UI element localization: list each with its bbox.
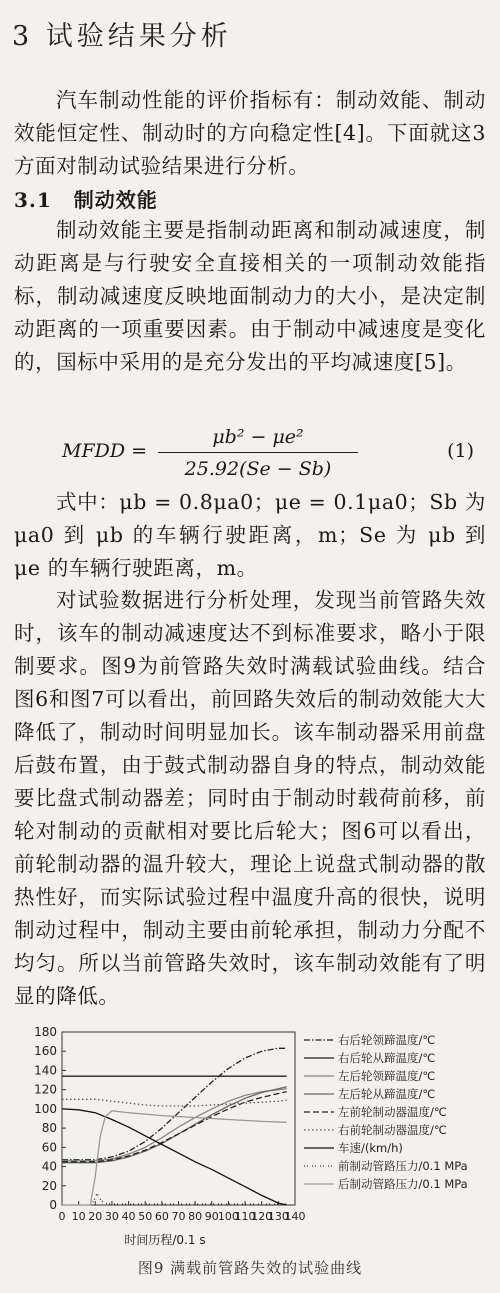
paragraph-where: 式中：μb = 0.8μa0；μe = 0.1μa0；Sb 为 μa0 到 μb 的车辆行驶距离，m；Se 为 μb 到 μe 的车辆行驶距离，m。 [14, 490, 486, 580]
x-tick-label: 130 [267, 1210, 289, 1223]
x-tick-label: 100 [217, 1210, 239, 1223]
x-axis-label: 时间历程/0.1 s [124, 1233, 206, 1247]
x-tick-label: 60 [154, 1210, 169, 1223]
formula-denominator: 25.92(Se − Sb) [184, 458, 332, 480]
paragraph-intro: 汽车制动性能的评价指标有：制动效能、制动效能恒定性、制动时的方向稳定性[4]。下面就这3方面对制动试验结果进行分析。 [14, 88, 486, 178]
paragraph-analysis: 对试验数据进行分析处理，发现当前管路失效时，该车的制动减速度达不到标准要求，略小于限制要求。图9为前管路失效时满载试验曲线。结合图6和图7可以看出，前回路失效后的制动效能大大降低了，制动时间明显加长。该车制动器采用前盘后鼓布置，由于鼓式制动器自身的特点，制动效能要比盘式制动器差；同时由于制动时载荷前移，前轮对制动的贡献相对要比后轮大；图6可以看出，前轮制动器的温升较大，理论上说盘式制动器的散热性好，而实际试验过程中温度升高的很快，说明制动过程中，制动主要由前轮承担，制动力分配不均匀。所以当前管路失效时，该车制动效能有了明显的降低。 [14, 588, 486, 1008]
subsection-heading [14, 184, 158, 213]
y-tick-label: 100 [34, 1101, 57, 1116]
x-tick-label: 20 [88, 1210, 103, 1223]
formula-numerator: μb² − μe² [212, 426, 304, 448]
y-tick-label: 60 [41, 1140, 57, 1155]
formula-fraction [158, 424, 358, 483]
subsection-title: 制动效能 [73, 188, 158, 212]
series-line-7 [62, 1109, 287, 1205]
paragraph-braking-efficiency: 制动效能主要是指制动距离和制动减速度，制动距离是与行驶安全直接相关的一项制动效能指标，制动减速度反映地面制动力的大小，是决定制动距离的一项重要因素。由于制动中减速度是变化的，国标中采用的是充分发出的平均减速度[5]。 [14, 218, 486, 374]
formula-mfdd [62, 424, 482, 484]
figure-9 [0, 1020, 500, 1250]
legend-label-8: 前制动管路压力/0.1 MPa [338, 1159, 468, 1173]
x-tick-label: 110 [234, 1210, 256, 1223]
y-tick-label: 80 [41, 1121, 57, 1136]
x-tick-label: 70 [171, 1210, 186, 1223]
y-tick-label: 0 [49, 1198, 57, 1212]
chart-series [62, 1048, 287, 1205]
x-tick-label: 0 [58, 1210, 66, 1223]
line-chart [0, 1020, 500, 1250]
x-tick-label: 80 [188, 1210, 203, 1223]
legend-label-2: 右后轮从蹄温度/℃ [338, 1051, 436, 1065]
legend-label-7: 车速/(km/h) [338, 1141, 403, 1155]
chart-legend [304, 1033, 468, 1191]
y-tick-label: 120 [34, 1082, 57, 1097]
series-line-1 [62, 1048, 287, 1160]
plot-frame [62, 1032, 295, 1205]
y-tick-label: 40 [41, 1159, 57, 1174]
x-tick-label: 90 [204, 1210, 219, 1223]
legend-label-5: 左前轮制动器温度/℃ [338, 1105, 447, 1119]
x-tick-label: 50 [138, 1210, 153, 1223]
equation-number: (1) [447, 440, 474, 462]
chart-axes [34, 1025, 305, 1223]
fraction-bar [158, 452, 358, 453]
x-tick-label: 30 [104, 1210, 119, 1223]
x-tick-label: 120 [251, 1210, 273, 1223]
x-tick-label: 140 [284, 1210, 306, 1223]
legend-label-4: 左后轮从蹄温度/℃ [338, 1087, 436, 1101]
legend-label-6: 右前轮制动器温度/℃ [338, 1123, 447, 1137]
legend-label-3: 左后轮领蹄温度/℃ [338, 1069, 436, 1083]
section-title: 3 试验结果分析 [12, 21, 232, 52]
legend-label-1: 右后轮领蹄温度/℃ [338, 1033, 436, 1047]
y-tick-label: 160 [34, 1044, 57, 1059]
subsection-number: 3.1 [14, 188, 52, 212]
x-tick-label: 10 [71, 1210, 86, 1223]
formula-lhs: MFDD = [62, 440, 148, 462]
x-tick-label: 40 [121, 1210, 136, 1223]
figure-caption: 图9 满载前管路失效的试验曲线 [137, 1259, 363, 1277]
y-tick-label: 140 [34, 1063, 57, 1078]
y-tick-label: 180 [34, 1025, 57, 1039]
legend-label-9: 后制动管路压力/0.1 MPa [338, 1177, 468, 1191]
y-tick-label: 20 [41, 1178, 57, 1193]
